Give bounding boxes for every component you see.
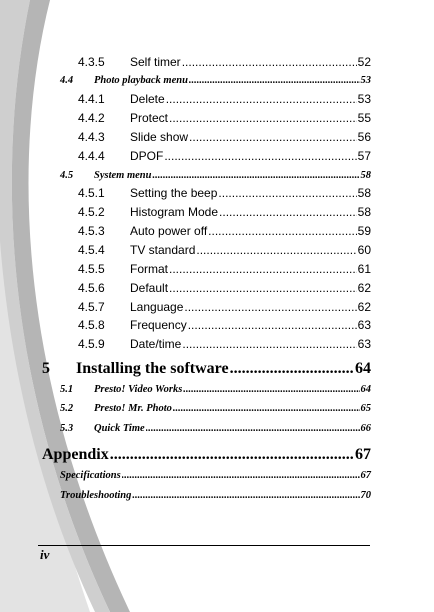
toc-leader-dots bbox=[218, 186, 356, 200]
toc-entry-page: 64 bbox=[355, 360, 371, 377]
toc-entry-title: System menu bbox=[94, 170, 152, 181]
toc-leader-dots bbox=[146, 423, 360, 434]
toc-leader-dots bbox=[208, 224, 356, 238]
toc-entry[interactable] bbox=[78, 318, 371, 332]
toc-entry-page: 67 bbox=[360, 470, 371, 481]
toc-entry-number: 4.4.3 bbox=[78, 130, 105, 144]
toc-entry-title: Auto power off bbox=[130, 224, 208, 238]
toc-entry-number: 5.1 bbox=[60, 384, 74, 395]
toc-entry-page: 53 bbox=[360, 75, 371, 86]
toc-entry-number: 4.4 bbox=[60, 75, 74, 86]
toc-entry-page: 62 bbox=[357, 281, 371, 295]
toc-entry-title: Appendix bbox=[42, 446, 109, 463]
toc-entry-title: Histogram Mode bbox=[130, 205, 219, 219]
toc-entry-title: Quick Time bbox=[94, 423, 145, 434]
toc-leader-dots bbox=[188, 318, 357, 332]
toc-entry-page: 58 bbox=[357, 205, 371, 219]
toc-entry-page: 66 bbox=[360, 423, 371, 434]
toc-entry-title: Default bbox=[130, 281, 169, 295]
toc-entry-number: 4.5.1 bbox=[78, 186, 105, 200]
toc-entry-number: 4.5.5 bbox=[78, 262, 105, 276]
toc-entry-number: 4.5.4 bbox=[78, 243, 105, 257]
toc-entry-number: 4.5.8 bbox=[78, 318, 105, 332]
toc-entry-number: 4.5.7 bbox=[78, 300, 105, 314]
toc-entry-page: 57 bbox=[357, 149, 371, 163]
toc-entry-page: 64 bbox=[360, 384, 371, 395]
toc-entry-page: 63 bbox=[357, 337, 371, 351]
toc-entry-number: 4.5.6 bbox=[78, 281, 105, 295]
toc-leader-dots bbox=[132, 490, 359, 501]
toc-entry-number: 4.4.4 bbox=[78, 149, 105, 163]
toc-entry-title: Date/time bbox=[130, 337, 182, 351]
toc-leader-dots bbox=[183, 384, 359, 395]
toc-entry-number: 5.3 bbox=[60, 423, 74, 434]
toc-entry-title: DPOF bbox=[130, 149, 164, 163]
toc-entry[interactable] bbox=[78, 111, 371, 125]
toc-entry-title: Self timer bbox=[130, 55, 181, 69]
toc-entry-number: 5.2 bbox=[60, 403, 74, 414]
toc-chapter-entry[interactable] bbox=[42, 360, 371, 378]
toc-entry[interactable] bbox=[60, 170, 371, 181]
toc-entry[interactable] bbox=[78, 149, 371, 163]
toc-entry-page: 61 bbox=[357, 262, 371, 276]
toc-entry-title: Presto! Video Works bbox=[94, 384, 183, 395]
toc-entry-number: 4.4.1 bbox=[78, 92, 105, 106]
toc-leader-dots bbox=[110, 446, 354, 464]
toc-entry-title: Format bbox=[130, 262, 169, 276]
toc-entry-number: 4.5 bbox=[60, 170, 74, 181]
toc-entry[interactable] bbox=[78, 130, 371, 144]
footer-rule bbox=[38, 545, 370, 546]
toc-entry-number: 5 bbox=[42, 360, 50, 377]
toc-entry[interactable] bbox=[78, 224, 371, 238]
toc-entry[interactable] bbox=[78, 300, 371, 314]
toc-entry[interactable] bbox=[60, 384, 371, 395]
toc-leader-dots bbox=[122, 470, 360, 481]
toc-entry-title: Protect bbox=[130, 111, 169, 125]
toc-entry-title: Specifications bbox=[60, 470, 121, 481]
toc-leader-dots bbox=[219, 205, 357, 219]
toc-leader-dots bbox=[196, 243, 356, 257]
toc-entry[interactable] bbox=[78, 243, 371, 257]
toc-entry[interactable] bbox=[78, 186, 371, 200]
toc-leader-dots bbox=[164, 149, 356, 163]
toc-entry-page: 58 bbox=[360, 170, 371, 181]
toc-entry[interactable] bbox=[78, 337, 371, 351]
toc-leader-dots bbox=[169, 111, 357, 125]
toc-appendix-entry[interactable] bbox=[42, 446, 371, 464]
toc-entry[interactable] bbox=[78, 262, 371, 276]
toc-leader-dots bbox=[166, 92, 357, 106]
toc-entry-title: Installing the software bbox=[76, 360, 229, 377]
toc-entry-number: 4.5.9 bbox=[78, 337, 105, 351]
toc-entry-page: 55 bbox=[357, 111, 371, 125]
toc-leader-dots bbox=[182, 55, 357, 69]
toc-entry-page: 65 bbox=[360, 403, 371, 414]
toc-entry[interactable] bbox=[60, 403, 371, 414]
toc-entry[interactable] bbox=[78, 55, 371, 69]
toc-entry-page: 56 bbox=[357, 130, 371, 144]
toc-entry-title: Setting the beep bbox=[130, 186, 218, 200]
toc-leader-dots bbox=[152, 170, 359, 181]
toc-leader-dots bbox=[169, 262, 357, 276]
toc-entry-page: 59 bbox=[357, 224, 371, 238]
toc-entry-number: 4.5.3 bbox=[78, 224, 105, 238]
toc-entry-page: 63 bbox=[357, 318, 371, 332]
toc-entry-title: Frequency bbox=[130, 318, 187, 332]
toc-entry-number: 4.5.2 bbox=[78, 205, 105, 219]
toc-leader-dots bbox=[173, 403, 360, 414]
toc-leader-dots bbox=[189, 130, 357, 144]
toc-entry[interactable] bbox=[60, 470, 371, 481]
toc-entry-title: Presto! Mr. Photo bbox=[94, 403, 172, 414]
toc-leader-dots bbox=[184, 300, 356, 314]
toc-entry[interactable] bbox=[60, 490, 371, 501]
toc-entry-title: Troubleshooting bbox=[60, 490, 132, 501]
toc-leader-dots bbox=[169, 281, 357, 295]
toc-entry-title: Language bbox=[130, 300, 184, 314]
toc-entry[interactable] bbox=[78, 92, 371, 106]
toc-entry-page: 58 bbox=[357, 186, 371, 200]
toc-entry-page: 70 bbox=[360, 490, 371, 501]
toc-entry-number: 4.3.5 bbox=[78, 55, 105, 69]
footer-page-number: iv bbox=[40, 547, 50, 562]
toc-entry-title: TV standard bbox=[130, 243, 196, 257]
toc-entry-page: 67 bbox=[355, 446, 371, 463]
toc-leader-dots bbox=[230, 360, 354, 378]
toc-entry[interactable] bbox=[60, 75, 371, 86]
toc-entry[interactable] bbox=[60, 423, 371, 434]
toc-entry-page: 62 bbox=[357, 300, 371, 314]
toc-entry-title: Delete bbox=[130, 92, 165, 106]
toc-entry-page: 60 bbox=[357, 243, 371, 257]
toc-entry[interactable] bbox=[78, 205, 371, 219]
toc-entry-number: 4.4.2 bbox=[78, 111, 105, 125]
toc-entry-title: Photo playback menu bbox=[94, 75, 188, 86]
toc-entry[interactable] bbox=[78, 281, 371, 295]
toc-entry-page: 52 bbox=[357, 55, 371, 69]
toc-entry-page: 53 bbox=[357, 92, 371, 106]
toc-entry-title: Slide show bbox=[130, 130, 189, 144]
toc-leader-dots bbox=[182, 337, 356, 351]
toc-leader-dots bbox=[189, 75, 360, 86]
